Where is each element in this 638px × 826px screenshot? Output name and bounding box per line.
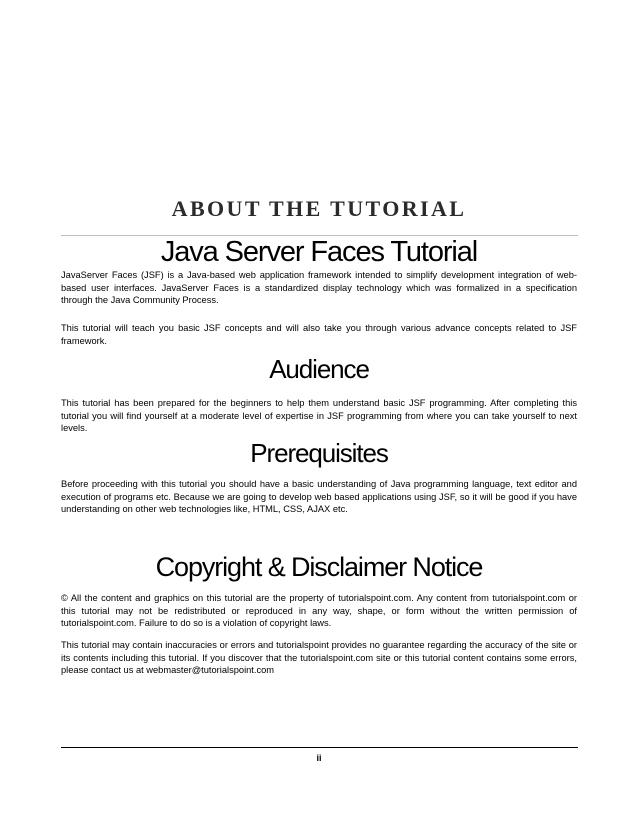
- prerequisites-heading: Prerequisites: [250, 438, 388, 468]
- copyright-heading: Copyright & Disclaimer Notice: [155, 552, 483, 582]
- disclaimer-paragraph: This tutorial may contain inaccuracies or errors and tutorialspoint provides no guarantee regarding the accuracy of the site or its contents including this tutorial. If you discover that the tutorialspoint.com site or this tutorial content contains some errors, please contact us at webmaster@tutorialspoint.com: [61, 640, 577, 675]
- audience-paragraph: This tutorial has been prepared for the beginners to help them understand basic JSF programming. After completing this tutorial you will find yourself at a moderate level of expertise in JSF programming from where you can take yourself to next levels.: [61, 398, 577, 433]
- chapter-title: ABOUT THE TUTORIAL: [171, 196, 467, 221]
- footer-divider: [61, 747, 578, 748]
- main-heading: Java Server Faces Tutorial: [160, 236, 478, 268]
- prerequisites-paragraph: Before proceeding with this tutorial you should have a basic understanding of Java programming language, text editor and execution of programs etc. Because we are going to develop web based applications using JSF, so it will be good if you have understanding on other web technologies like, HTML, CSS, AJAX etc.: [61, 479, 577, 514]
- intro-paragraph-2: This tutorial will teach you basic JSF concepts and will also take you through various advance concepts related to JSF framework.: [61, 323, 577, 346]
- intro-paragraph: JavaServer Faces (JSF) is a Java-based web application framework intended to simplify development integration of web-based user interfaces. JavaServer Faces is a standardized display technology which was formalized in a specification through the Java Community Process.: [61, 270, 577, 305]
- copyright-paragraph: © All the content and graphics on this tutorial are the property of tutorialspoint.com. Any content from tutorialspoint.com or this tutorial may not be redistributed or reproduced in any way, shape, or form without the written permission of tutorialspoint.com. Failure to do so is a violation of copyright laws.: [61, 593, 577, 628]
- audience-heading: Audience: [269, 354, 369, 384]
- page-number: ii: [316, 753, 322, 763]
